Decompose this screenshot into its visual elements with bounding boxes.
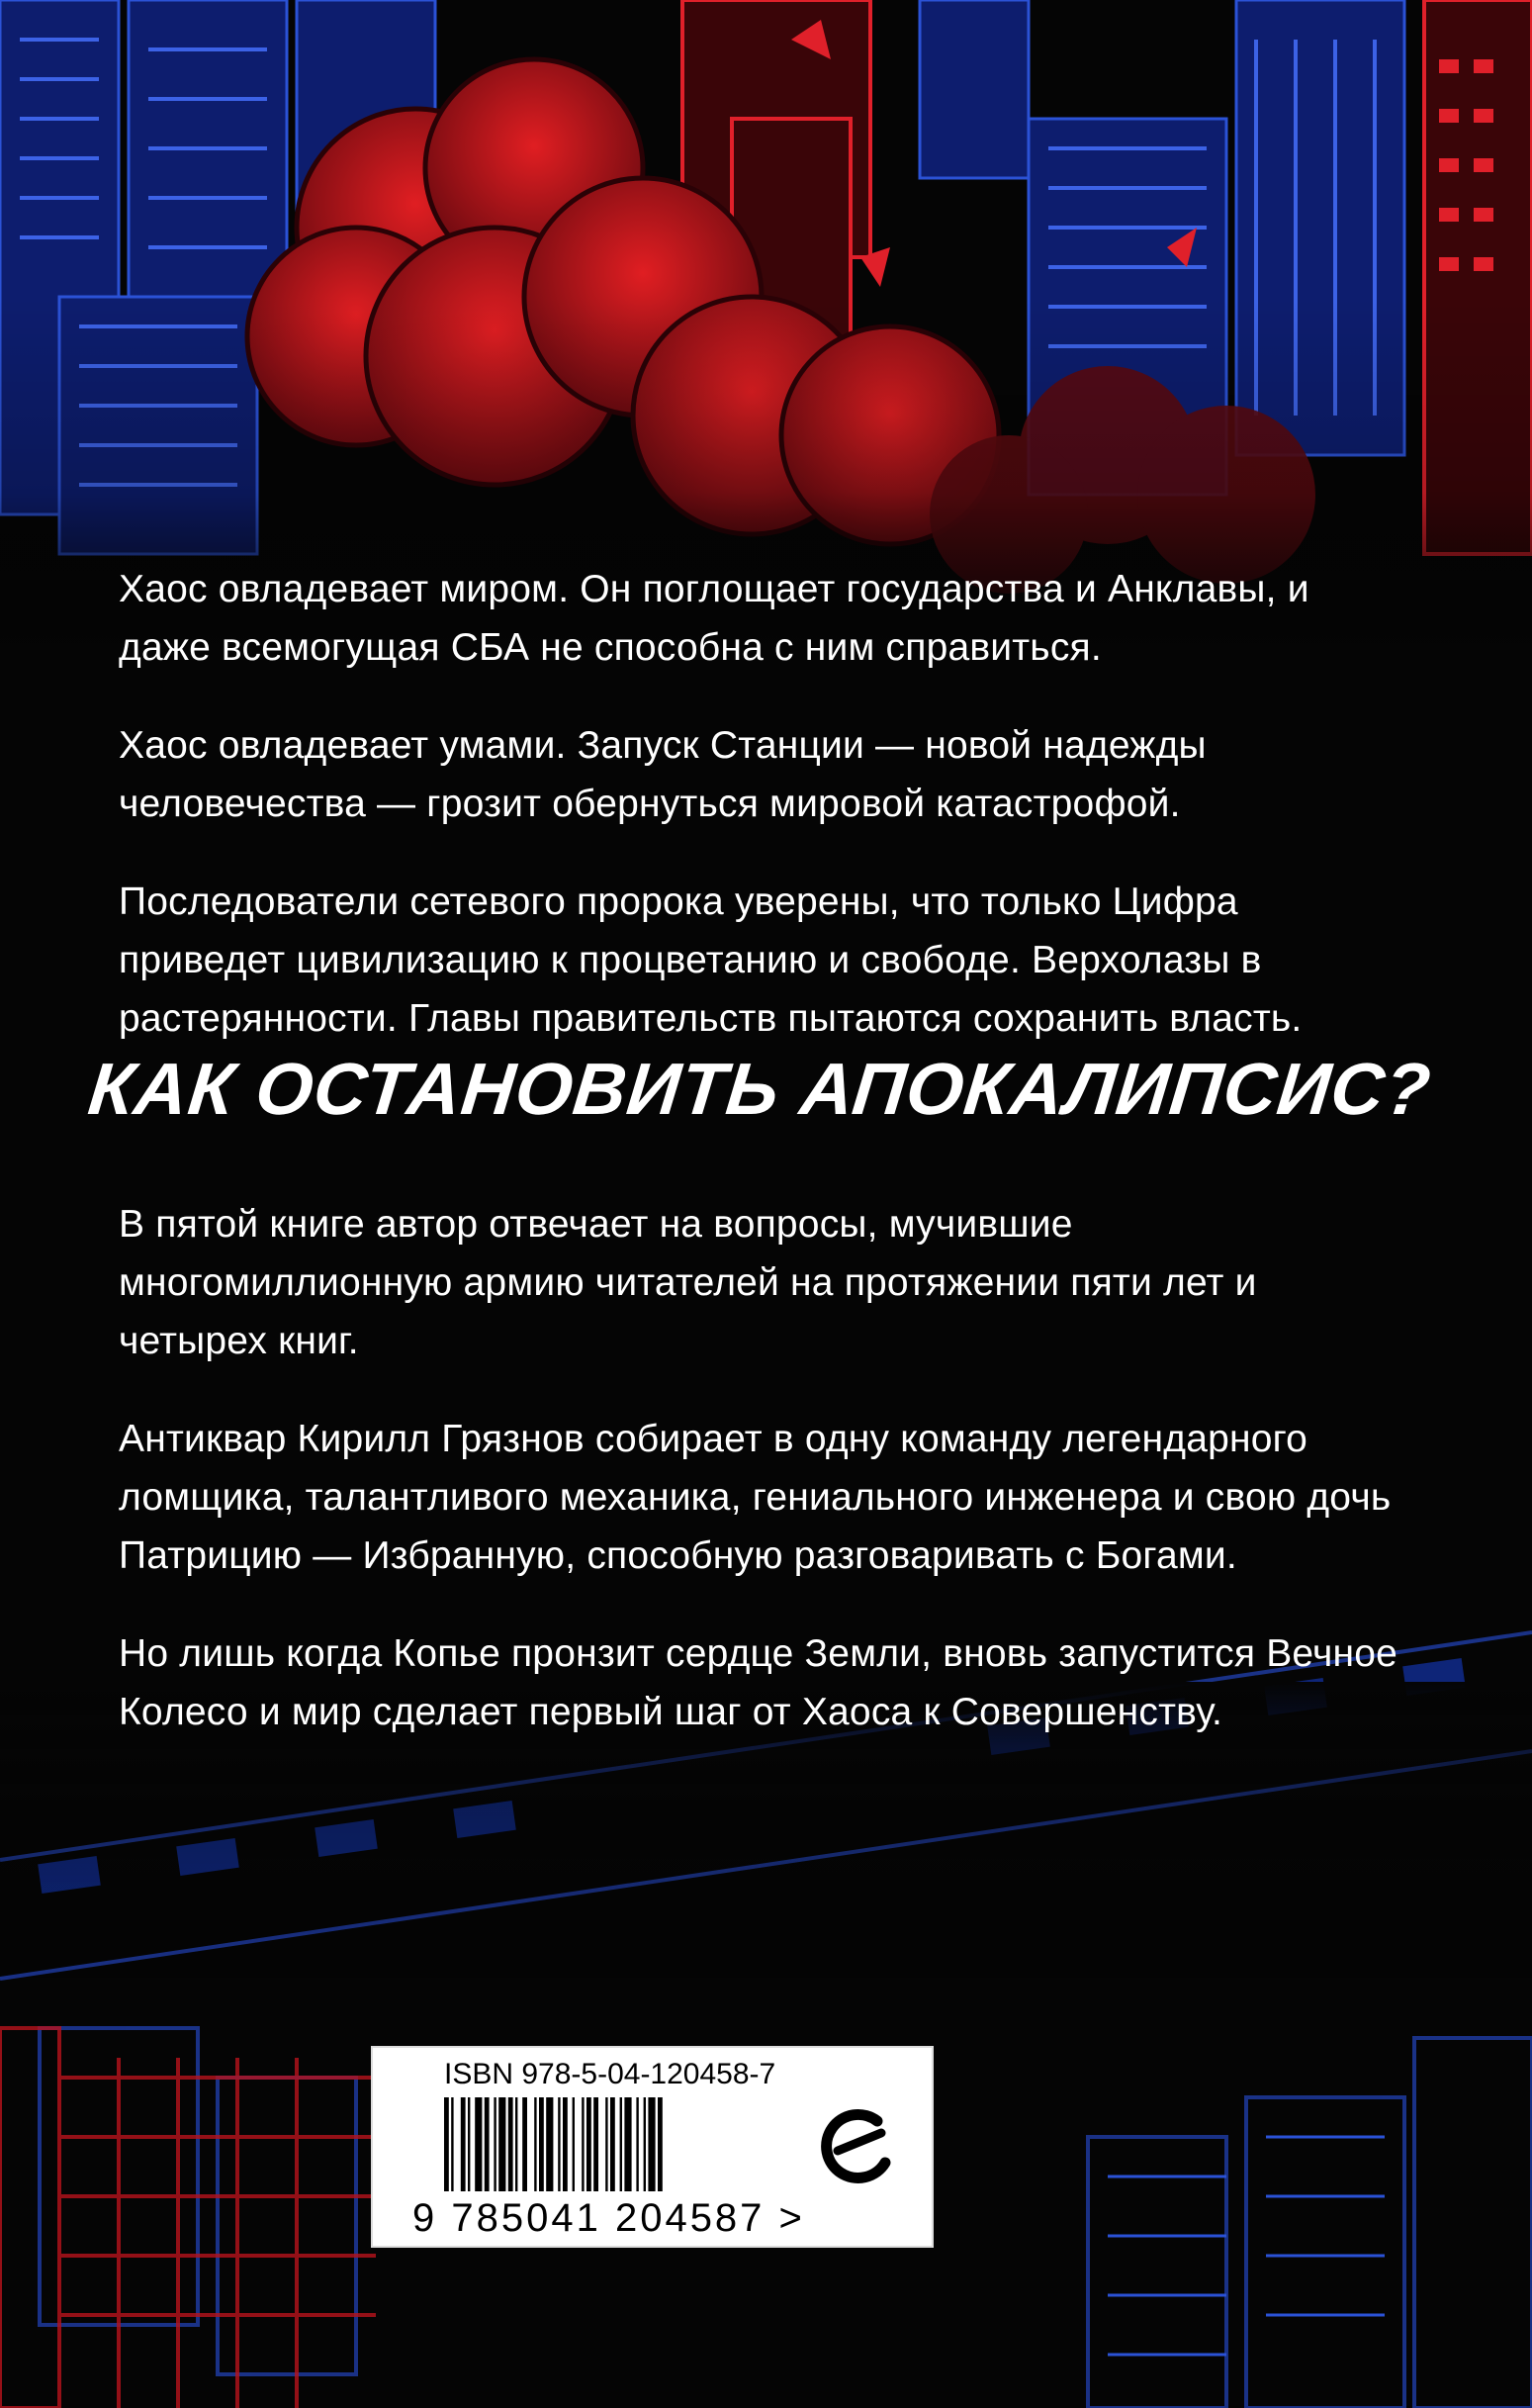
eksmo-logo-icon (808, 2093, 907, 2202)
blurb-paragraph: Хаос овладевает умами. Запуск Станции — новой надежды человечества — грозит обернуться мировой катастрофой. (119, 724, 1207, 825)
barcode-box (371, 2046, 934, 2248)
blurb-paragraph: Но лишь когда Копье пронзит сердце Земли, вновь запустится Вечное Колесо и мир сделает первый шаг от Хаоса к Совершенству. (119, 1632, 1398, 1733)
isbn-label: ISBN 978-5-04-120458-7 (444, 2058, 776, 2090)
isbn-digits: 9 785041 204587 > (412, 2196, 805, 2240)
blurb-bottom (119, 1195, 1404, 1741)
headline: КАК ОСТАНОВИТЬ АПОКАЛИПСИС? (84, 1048, 1435, 1130)
barcode-bars (444, 2097, 770, 2191)
blurb-top (119, 560, 1404, 1048)
blurb-paragraph: Последователи сетевого пророка уверены, что только Цифра приведет цивилизацию к процветанию и свободе. Верхолазы в растерянности. Главы правительств пытаются сохранить власть. (119, 880, 1303, 1040)
blurb-paragraph: Антиквар Кирилл Грязнов собирает в одну команду легендарного ломщика, талантливого механика, гениального инженера и свою дочь Патрицию — Избранную, способную разговаривать с Богами. (119, 1418, 1392, 1577)
blurb-paragraph: Хаос овладевает миром. Он поглощает государства и Анклавы, и даже всемогущая СБА не способна с ним справиться. (119, 568, 1309, 669)
blurb-paragraph: В пятой книге автор отвечает на вопросы, мучившие многомиллионную армию читателей на протяжении пяти лет и четырех книг. (119, 1203, 1257, 1362)
